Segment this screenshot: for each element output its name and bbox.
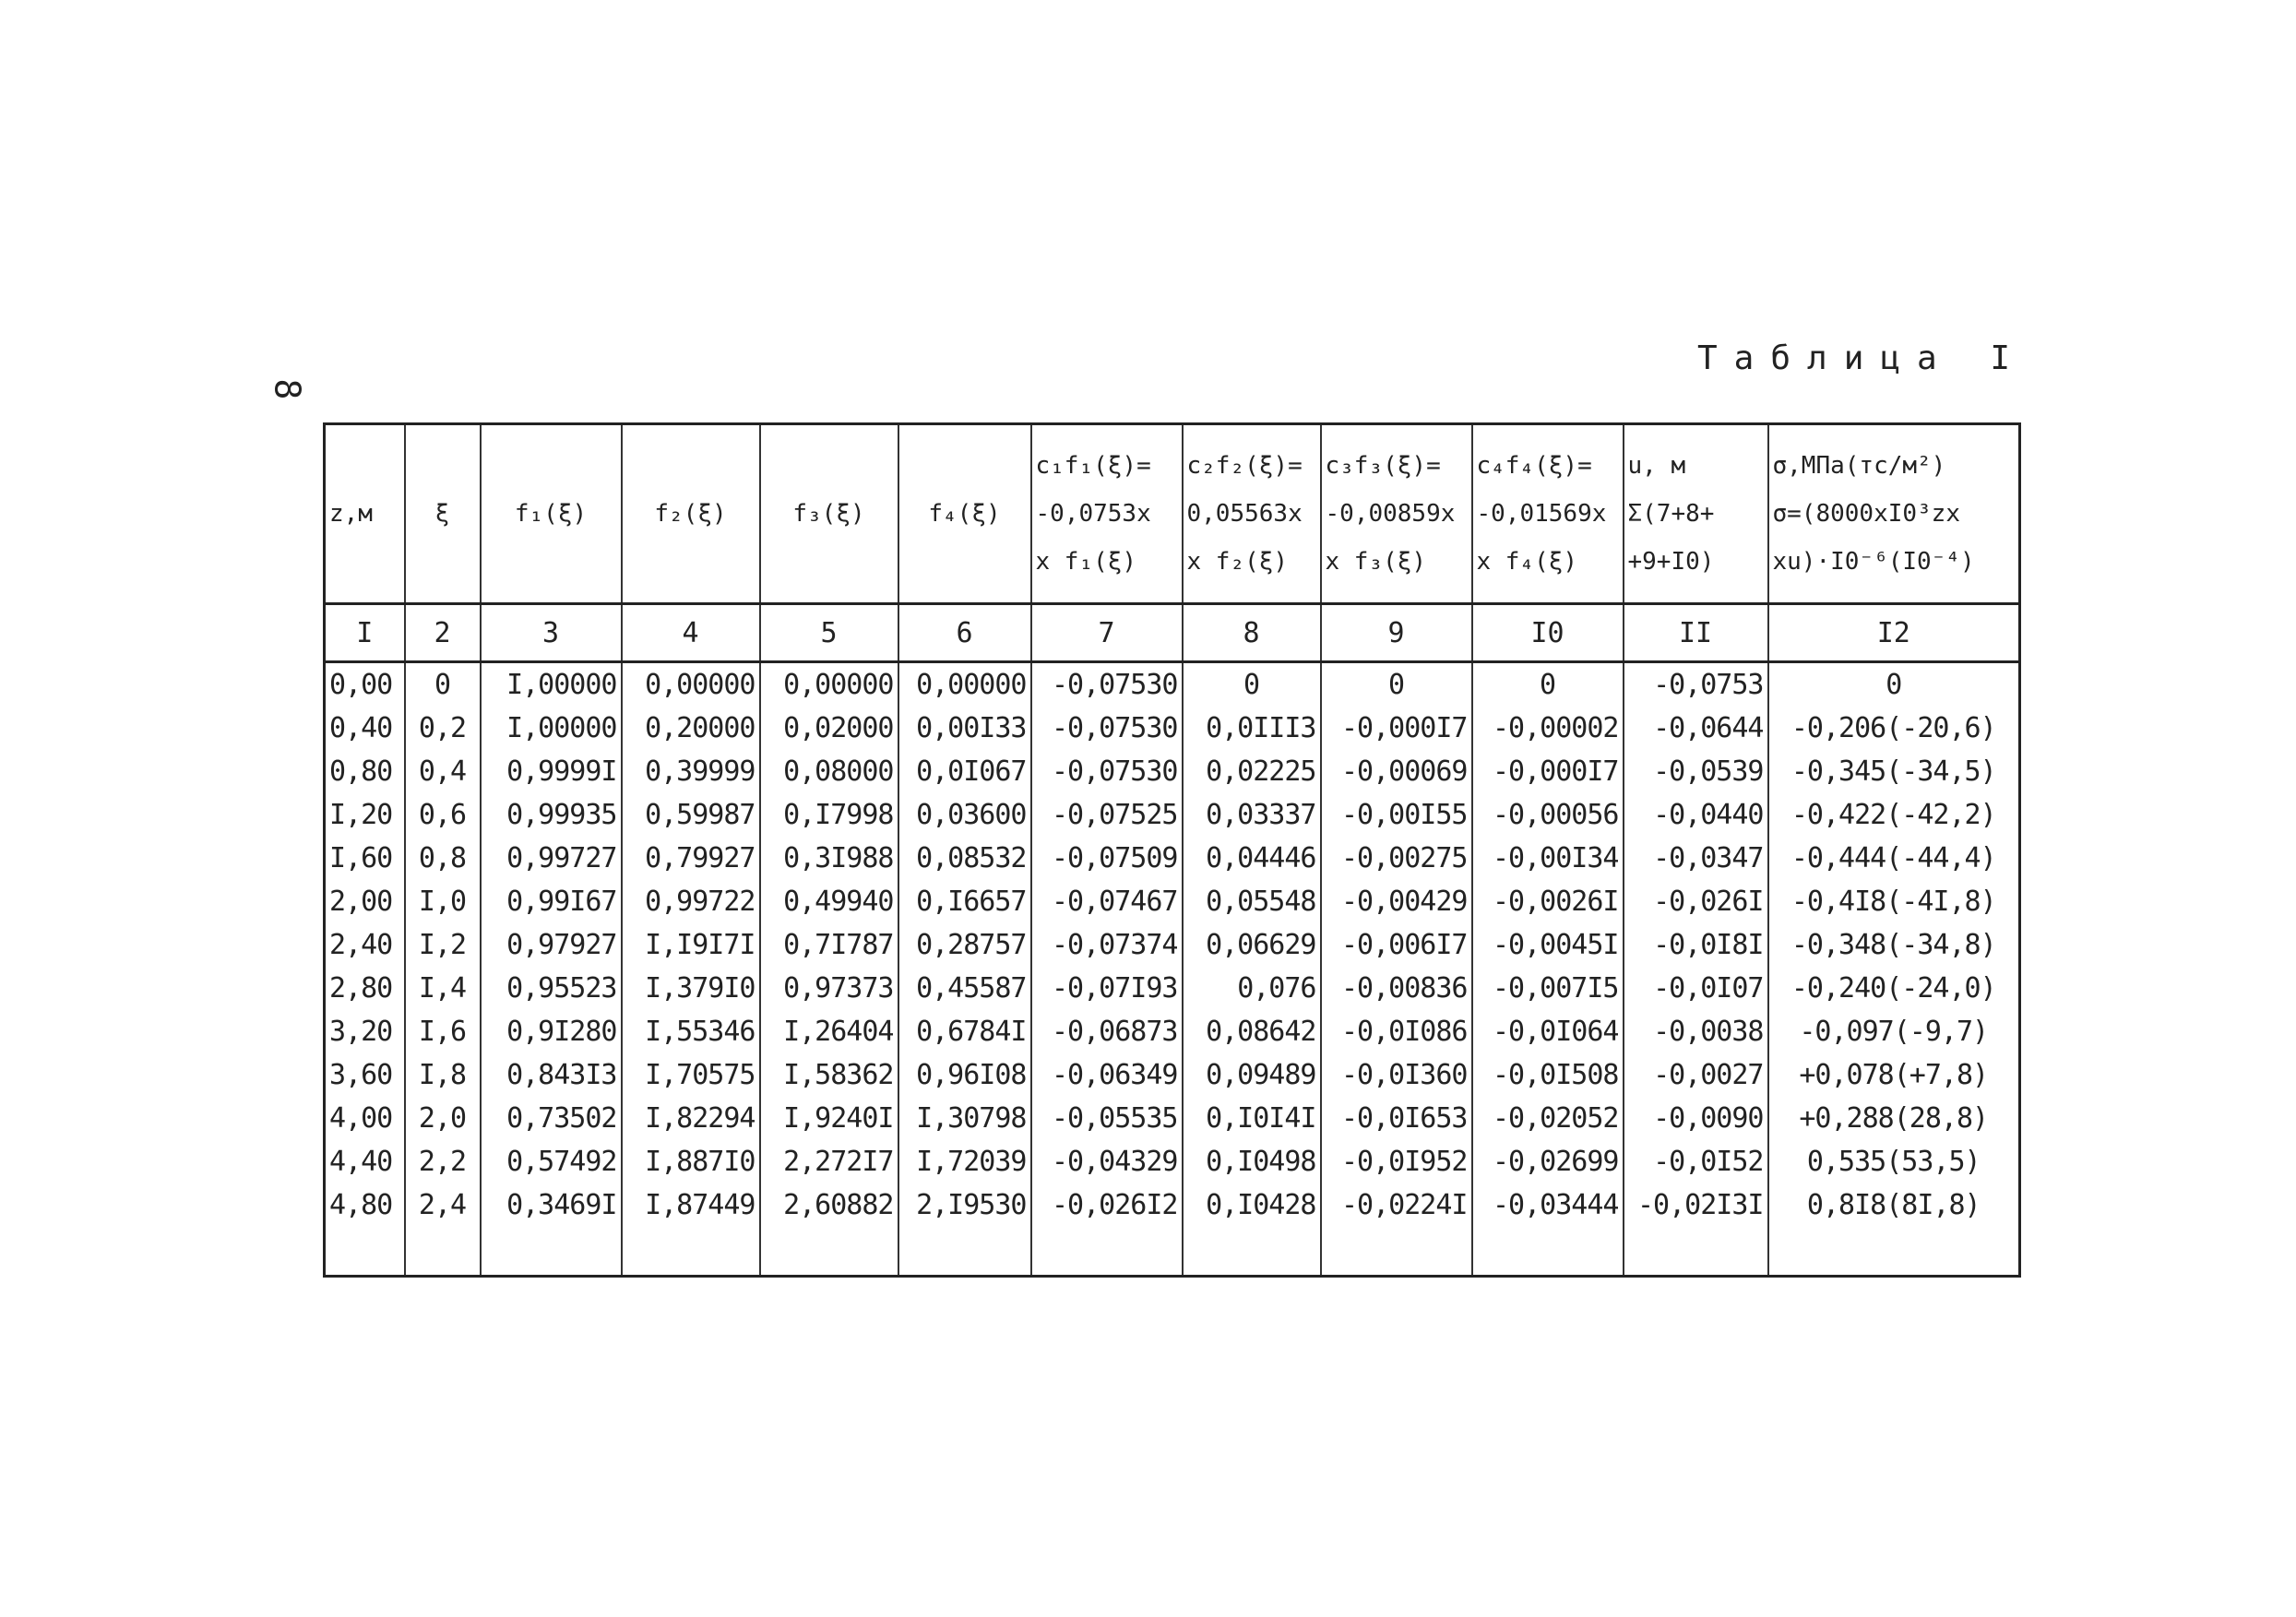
empty-cell [1624,1227,1768,1277]
table-cell: -0,026I2 [1031,1183,1183,1227]
table-cell: -0,02699 [1472,1140,1624,1183]
table-cell: -0,0I8I [1624,923,1768,967]
column-header-line: σ=(8000xI0³zx [1772,500,1960,528]
table-cell: 0 [1768,662,2020,707]
table-cell: I,20 [325,793,405,837]
column-number: 6 [898,604,1031,662]
table-cell: I,887I0 [622,1140,760,1183]
table-cell: -0,03444 [1472,1183,1624,1227]
table-row [325,793,2020,837]
table-cell: 0,80 [325,750,405,793]
column-header-3 [481,424,622,604]
table-cell: -0,02052 [1472,1097,1624,1140]
table-cell: 0,6784I [898,1010,1031,1053]
table-cell: 0,843I3 [481,1053,622,1097]
table-cell: -0,0I064 [1472,1010,1624,1053]
table-cell: 0,00000 [622,662,760,707]
table-cell: 0,96I08 [898,1053,1031,1097]
table-cell: -0,0644 [1624,707,1768,750]
table-row [325,880,2020,923]
table-caption: Таблица I [1697,339,2028,377]
table-cell: +0,288(28,8) [1768,1097,2020,1140]
table-cell: 0 [1183,662,1321,707]
column-header-2 [405,424,481,604]
table-cell: 0,99935 [481,793,622,837]
column-header-line: +9+I0) [1627,548,1715,576]
column-number-row [325,604,2020,662]
table-cell: 0,535(53,5) [1768,1140,2020,1183]
empty-cell [760,1227,898,1277]
column-header-line: c₁f₁(ξ)= [1035,452,1151,480]
column-header-4 [622,424,760,604]
table-cell: 0,I0498 [1183,1140,1321,1183]
table-cell: 0,6 [405,793,481,837]
empty-cell [481,1227,622,1277]
table-cell: 0,0III3 [1183,707,1321,750]
table-cell: -0,006I7 [1321,923,1472,967]
page-number: 8 [267,378,308,400]
column-header-line: x f₁(ξ) [1035,548,1137,576]
table-cell: 0,20000 [622,707,760,750]
column-number: 3 [481,604,622,662]
table-cell: -0,00275 [1321,837,1472,880]
table-cell: 0,99I67 [481,880,622,923]
table-cell: 0,00000 [760,662,898,707]
table-cell: 0,97927 [481,923,622,967]
table-row [325,1097,2020,1140]
table-cell: -0,05535 [1031,1097,1183,1140]
table-cell: 0,28757 [898,923,1031,967]
table-row [325,1010,2020,1053]
table-cell: I,I9I7I [622,923,760,967]
table-cell: I,0 [405,880,481,923]
column-number: II [1624,604,1768,662]
table-cell: 3,60 [325,1053,405,1097]
table-cell: -0,0038 [1624,1010,1768,1053]
table-cell: I,55346 [622,1010,760,1053]
table-cell: -0,345(-34,5) [1768,750,2020,793]
column-header-5 [760,424,898,604]
column-header-line: x f₃(ξ) [1325,548,1427,576]
table-cell: 0,9999I [481,750,622,793]
table-cell: 0,I0I4I [1183,1097,1321,1140]
table-row [325,1140,2020,1183]
data-table [323,422,2021,1278]
column-header-line: -0,01569x [1476,500,1607,528]
table-cell: 2,I9530 [898,1183,1031,1227]
table-row [325,662,2020,707]
table-cell: 0 [1472,662,1624,707]
table-cell: 0,7I787 [760,923,898,967]
column-header-1 [325,424,405,604]
table-cell: I,87449 [622,1183,760,1227]
column-header-line: 0,05563x [1186,500,1303,528]
column-header-line: xu)·I0⁻⁶(I0⁻⁴) [1772,548,1975,576]
column-header-line: c₄f₄(ξ)= [1476,452,1592,480]
table-cell: 0,05548 [1183,880,1321,923]
table-cell: 0,I7998 [760,793,898,837]
table-body [325,662,2020,1277]
empty-cell [898,1227,1031,1277]
table-cell: 2,00 [325,880,405,923]
table-cell: 0,8I8(8I,8) [1768,1183,2020,1227]
table-cell: I,72039 [898,1140,1031,1183]
column-header-line: c₂f₂(ξ)= [1186,452,1303,480]
column-number: 8 [1183,604,1321,662]
table-cell: -0,240(-24,0) [1768,967,2020,1010]
table-cell: 2,40 [325,923,405,967]
column-header-line: f₄(ξ) [928,500,1001,528]
table-cell: 0,59987 [622,793,760,837]
table-cell: -0,0045I [1472,923,1624,967]
table-cell: -0,422(-42,2) [1768,793,2020,837]
table-row [325,707,2020,750]
table-cell: I,60 [325,837,405,880]
table-cell: 4,00 [325,1097,405,1140]
table-cell: -0,0026I [1472,880,1624,923]
table-cell: -0,07530 [1031,662,1183,707]
column-number: 5 [760,604,898,662]
empty-cell [622,1227,760,1277]
table-cell: 0,4 [405,750,481,793]
table-cell: -0,00069 [1321,750,1472,793]
table-cell: I,58362 [760,1053,898,1097]
table-cell: -0,0I07 [1624,967,1768,1010]
table-cell: -0,04329 [1031,1140,1183,1183]
column-header-line: f₃(ξ) [792,500,865,528]
column-number: I0 [1472,604,1624,662]
table-cell: 0,I6657 [898,880,1031,923]
table-cell: -0,00I34 [1472,837,1624,880]
table-cell: 0,45587 [898,967,1031,1010]
table-cell: 0,02000 [760,707,898,750]
table-cell: -0,444(-44,4) [1768,837,2020,880]
table-cell: -0,0539 [1624,750,1768,793]
table-cell: I,9240I [760,1097,898,1140]
column-header-line: x f₂(ξ) [1186,548,1289,576]
table-cell: 4,80 [325,1183,405,1227]
table-cell: 0,97373 [760,967,898,1010]
column-header-line: u, м [1627,452,1686,480]
empty-cell [325,1227,405,1277]
table-cell: 2,60882 [760,1183,898,1227]
table-cell: -0,007I5 [1472,967,1624,1010]
table-cell: I,70575 [622,1053,760,1097]
table-cell: -0,348(-34,8) [1768,923,2020,967]
column-header-line: z,м [329,500,373,528]
table-cell: -0,0440 [1624,793,1768,837]
table-cell: -0,0I52 [1624,1140,1768,1183]
column-header-line: -0,0753x [1035,500,1151,528]
column-header-9 [1321,424,1472,604]
table-cell: -0,0I360 [1321,1053,1472,1097]
table-cell: -0,000I7 [1321,707,1472,750]
table-cell: 0,04446 [1183,837,1321,880]
column-number: I [325,604,405,662]
table-cell: 0,79927 [622,837,760,880]
table-cell: -0,06349 [1031,1053,1183,1097]
table-cell: I,82294 [622,1097,760,1140]
column-number: 7 [1031,604,1183,662]
table-cell: 0,03600 [898,793,1031,837]
empty-cell [405,1227,481,1277]
table-cell: 0,076 [1183,967,1321,1010]
table-cell: 0 [1321,662,1472,707]
header-row [325,424,2020,604]
table-cell: I,2 [405,923,481,967]
column-header-7 [1031,424,1183,604]
table-cell: 3,20 [325,1010,405,1053]
table-cell: I,379I0 [622,967,760,1010]
column-header-line: ξ [434,500,450,528]
table-cell: 0,00000 [898,662,1031,707]
table-cell: -0,07525 [1031,793,1183,837]
table-cell: -0,07467 [1031,880,1183,923]
table-cell: 2,272I7 [760,1140,898,1183]
table-cell: I,00000 [481,662,622,707]
column-header-line: f₁(ξ) [514,500,588,528]
table-cell: 4,40 [325,1140,405,1183]
table-cell: 0,40 [325,707,405,750]
table-cell: 0,I0428 [1183,1183,1321,1227]
table-cell: -0,06873 [1031,1010,1183,1053]
empty-cell [1321,1227,1472,1277]
column-header-10 [1472,424,1624,604]
table-cell: 0,0I067 [898,750,1031,793]
table-cell: 0 [405,662,481,707]
table-cell: I,30798 [898,1097,1031,1140]
table-cell: 0,57492 [481,1140,622,1183]
table-cell: -0,07I93 [1031,967,1183,1010]
table-cell: -0,0753 [1624,662,1768,707]
table-cell: I,6 [405,1010,481,1053]
table-cell: I,26404 [760,1010,898,1053]
table-cell: -0,0224I [1321,1183,1472,1227]
table-cell: -0,0I508 [1472,1053,1624,1097]
table-row [325,1053,2020,1097]
table-cell: 0,3I988 [760,837,898,880]
table-cell: -0,00056 [1472,793,1624,837]
table-cell: 0,06629 [1183,923,1321,967]
table-cell: -0,000I7 [1472,750,1624,793]
table-cell: -0,07530 [1031,750,1183,793]
table-cell: -0,07530 [1031,707,1183,750]
empty-cell [1472,1227,1624,1277]
table-cell: I,4 [405,967,481,1010]
table-cell: 2,0 [405,1097,481,1140]
table-cell: -0,0027 [1624,1053,1768,1097]
column-header-line: σ,МПа(тс/м²) [1772,452,1946,480]
table-cell: 0,09489 [1183,1053,1321,1097]
table-cell: 0,2 [405,707,481,750]
table-cell: 0,3469I [481,1183,622,1227]
column-number: I2 [1768,604,2020,662]
empty-cell [1768,1227,2020,1277]
table-cell: 0,08532 [898,837,1031,880]
column-header-line: Σ(7+8+ [1627,500,1715,528]
table-cell: -0,00002 [1472,707,1624,750]
table-cell: 2,4 [405,1183,481,1227]
table-cell: -0,0I086 [1321,1010,1472,1053]
table-cell: -0,00I55 [1321,793,1472,837]
table-bottom-space [325,1227,2020,1277]
table-cell: 0,00 [325,662,405,707]
column-header-8 [1183,424,1321,604]
table-cell: 0,8 [405,837,481,880]
table-cell: -0,07374 [1031,923,1183,967]
table-cell: 0,08000 [760,750,898,793]
table-cell: -0,00836 [1321,967,1472,1010]
table-cell: -0,0347 [1624,837,1768,880]
table-cell: 2,80 [325,967,405,1010]
table-cell: -0,026I [1624,880,1768,923]
table-cell: -0,0090 [1624,1097,1768,1140]
column-header-line: f₂(ξ) [654,500,727,528]
empty-cell [1031,1227,1183,1277]
table-cell: -0,4I8(-4I,8) [1768,880,2020,923]
column-number: 9 [1321,604,1472,662]
table-cell: -0,0I952 [1321,1140,1472,1183]
table-cell: I,00000 [481,707,622,750]
table-cell: -0,00429 [1321,880,1472,923]
column-header-11 [1624,424,1768,604]
table-cell: 2,2 [405,1140,481,1183]
table-row [325,837,2020,880]
table-row [325,967,2020,1010]
column-number: 4 [622,604,760,662]
empty-cell [1183,1227,1321,1277]
table-cell: 0,49940 [760,880,898,923]
table-cell: 0,99727 [481,837,622,880]
table-cell: -0,02I3I [1624,1183,1768,1227]
table-cell: -0,097(-9,7) [1768,1010,2020,1053]
table-cell: +0,078(+7,8) [1768,1053,2020,1097]
column-header-12 [1768,424,2020,604]
table-cell: 0,02225 [1183,750,1321,793]
table-cell: -0,0I653 [1321,1097,1472,1140]
column-header-line: -0,00859x [1325,500,1456,528]
table-cell: 0,95523 [481,967,622,1010]
table-cell: 0,03337 [1183,793,1321,837]
table-cell: -0,07509 [1031,837,1183,880]
table-cell: 0,39999 [622,750,760,793]
table-cell: 0,9I280 [481,1010,622,1053]
table-row [325,1183,2020,1227]
table-row [325,750,2020,793]
column-header-line: c₃f₃(ξ)= [1325,452,1441,480]
column-number: 2 [405,604,481,662]
table-cell: 0,00I33 [898,707,1031,750]
column-header-6 [898,424,1031,604]
table-row [325,923,2020,967]
table-cell: 0,99722 [622,880,760,923]
table-cell: 0,08642 [1183,1010,1321,1053]
table-cell: I,8 [405,1053,481,1097]
table-cell: -0,206(-20,6) [1768,707,2020,750]
column-header-line: x f₄(ξ) [1476,548,1578,576]
table-cell: 0,73502 [481,1097,622,1140]
